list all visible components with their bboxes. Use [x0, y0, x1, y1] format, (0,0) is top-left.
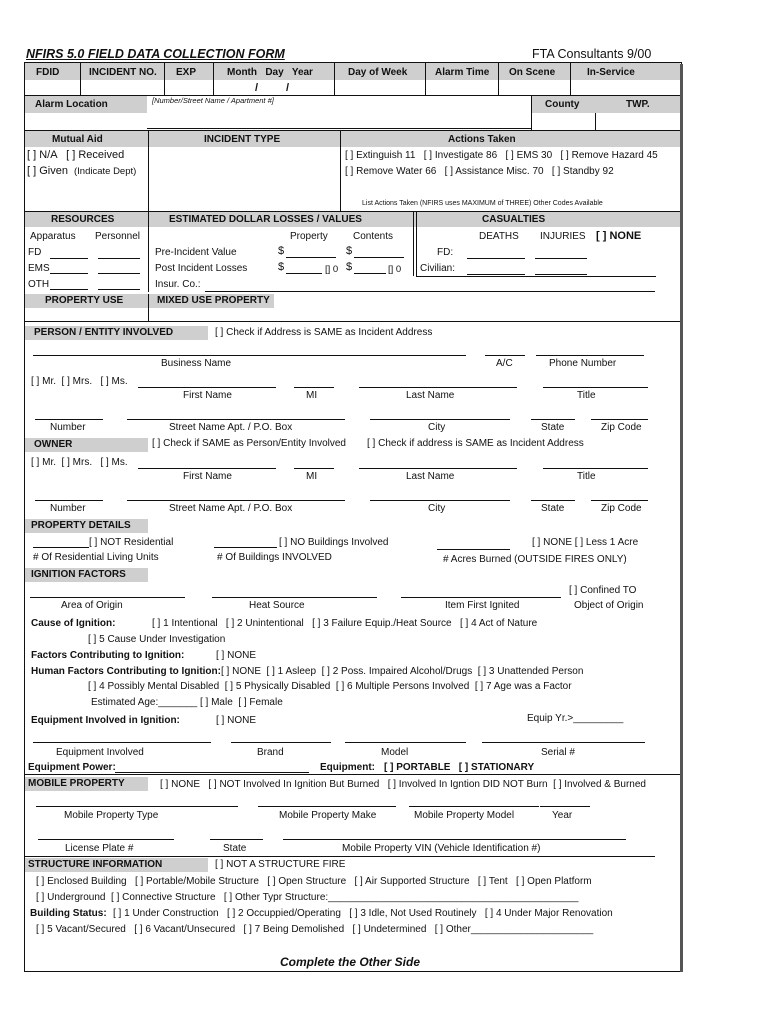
- license-plate-field[interactable]: [38, 839, 174, 840]
- owner-title-label: Title: [577, 471, 596, 482]
- injuries-label: INJURIES: [540, 231, 586, 242]
- owner-first-name-field[interactable]: [138, 468, 276, 469]
- human-factors-line-1[interactable]: [ ] NONE [ ] 1 Asleep [ ] 2 Poss. Impaired Alcohol/Drugs [ ] 3 Unattended Person: [221, 666, 584, 677]
- post-contents-field[interactable]: [354, 273, 386, 274]
- person-last-name-label: Last Name: [406, 390, 455, 401]
- brand-label: Brand: [257, 747, 284, 758]
- owner-zip-label: Zip Code: [601, 503, 642, 514]
- frame-shadow: [680, 64, 683, 972]
- structure-info-label: STRUCTURE INFORMATION: [28, 859, 163, 870]
- owner-same-person[interactable]: [ ] Check if SAME as Person/Entity Involved: [152, 438, 346, 449]
- personnel-label: Personnel: [95, 231, 141, 242]
- equip-power-field[interactable]: [115, 772, 309, 773]
- person-entity-label: PERSON / ENTITY INVOLVED: [34, 327, 174, 338]
- owner-first-name-label: First Name: [183, 471, 232, 482]
- insur-co-field[interactable]: [205, 291, 655, 292]
- buildings-field[interactable]: [214, 547, 277, 548]
- mutual-aid-indicate: (Indicate Dept): [74, 166, 137, 177]
- human-factors-label: Human Factors Contributing to Ignition:: [31, 666, 221, 677]
- heat-source-label: Heat Source: [249, 600, 305, 611]
- equipment-field[interactable]: [33, 742, 211, 743]
- equip-involved-label: Equipment Involved in Ignition:: [31, 715, 180, 726]
- date-slash-2: /: [286, 82, 290, 94]
- owner-number-label: Number: [50, 503, 86, 514]
- apparatus-label: Apparatus: [30, 231, 76, 242]
- mutual-aid-received[interactable]: [ ] N/A [ ] Received: [27, 149, 125, 161]
- property-col-label: Property: [290, 231, 328, 242]
- person-last-name-field[interactable]: [359, 387, 517, 388]
- human-factors-line-2[interactable]: [ ] 4 Possibly Mental Disabled [ ] 5 Physically Disabled [ ] 6 Multiple Persons Involved [ ] 7 Age was a Factor: [88, 681, 572, 692]
- losses-label: ESTIMATED DOLLAR LOSSES / VALUES: [169, 214, 362, 225]
- owner-last-name-field[interactable]: [359, 468, 517, 469]
- person-city-label: City: [428, 422, 446, 433]
- ignition-factors-label: IGNITION FACTORS: [31, 569, 126, 580]
- civilian-deaths-field[interactable]: [467, 274, 525, 275]
- serial-label: Serial #: [541, 747, 575, 758]
- owner-same-address[interactable]: [ ] Check if address is SAME as Incident Address: [367, 438, 584, 449]
- fd-injuries-field[interactable]: [535, 258, 587, 259]
- mobile-make-label: Mobile Property Make: [279, 810, 377, 821]
- person-first-name-field[interactable]: [138, 387, 276, 388]
- factors-label: Factors Contributing to Ignition:: [31, 650, 185, 661]
- exp-label: EXP: [176, 67, 197, 78]
- county-label: County: [545, 99, 580, 110]
- owner-city-label: City: [428, 503, 446, 514]
- alarm-time-label: Alarm Time: [435, 67, 490, 78]
- mobile-type-field[interactable]: [36, 806, 238, 807]
- business-name-field[interactable]: [33, 355, 466, 356]
- pre-incident-label: Pre-Incident Value: [155, 247, 237, 258]
- pre-contents-dollar: $: [346, 245, 353, 257]
- res-units-label: # Of Residential Living Units: [33, 552, 159, 563]
- vin-field[interactable]: [283, 839, 626, 840]
- post-contents-dollar: $: [346, 261, 353, 273]
- owner-street-field[interactable]: [127, 500, 345, 501]
- oth-label: OTH: [28, 279, 50, 290]
- owner-mi-field[interactable]: [294, 468, 334, 469]
- civilian-injuries-field[interactable]: [535, 274, 587, 275]
- deaths-label: DEATHS: [479, 231, 519, 242]
- serial-field[interactable]: [482, 742, 645, 743]
- res-units-field[interactable]: [33, 547, 89, 548]
- item-first-ignited-field[interactable]: [401, 597, 561, 598]
- owner-title-field[interactable]: [543, 468, 648, 469]
- mobile-make-field[interactable]: [258, 806, 396, 807]
- row3-header-bar: [25, 131, 680, 147]
- incident-type-label: INCIDENT TYPE: [204, 134, 281, 145]
- building-status-label: Building Status:: [30, 908, 107, 919]
- pre-contents-field[interactable]: [354, 257, 404, 258]
- ac-label: A/C: [496, 358, 513, 369]
- oth-apparatus-field[interactable]: [50, 289, 88, 290]
- fd-apparatus-field[interactable]: [50, 258, 88, 259]
- cause-options[interactable]: [ ] 1 Intentional [ ] 2 Unintentional [ ] 3 Failure Equip./Heat Source [ ] 4 Act of Nature: [152, 618, 538, 629]
- equip-power-label: Equipment Power:: [28, 762, 116, 773]
- owner-state-label: State: [541, 503, 565, 514]
- fd-deaths-field[interactable]: [467, 258, 525, 259]
- owner-city-field[interactable]: [370, 500, 510, 501]
- owner-label: OWNER: [34, 439, 73, 450]
- mobile-property-label: MOBILE PROPERTY: [28, 778, 125, 789]
- no-buildings[interactable]: [ ] NO Buildings Involved: [279, 537, 389, 548]
- alarm-location-label: Alarm Location: [35, 99, 108, 110]
- buildings-label: # Of Buildings INVOLVED: [217, 552, 332, 563]
- brand-field[interactable]: [231, 742, 331, 743]
- pre-property-field[interactable]: [286, 257, 336, 258]
- person-number-label: Number: [50, 422, 86, 433]
- person-same-address[interactable]: [ ] Check if Address is SAME as Incident Address: [215, 327, 433, 338]
- heat-source-field[interactable]: [212, 597, 377, 598]
- complete-other-side: Complete the Other Side: [280, 955, 421, 969]
- date-label: Month Day Year: [227, 67, 313, 78]
- actions-note: List Actions Taken (NFIRS uses MAXIMUM of THREE) Other Codes Available: [362, 200, 603, 207]
- mobile-year-label: Year: [552, 810, 573, 821]
- portable-stationary[interactable]: [ ] PORTABLE [ ] STATIONARY: [384, 762, 535, 773]
- estimated-age[interactable]: Estimated Age:_______ [ ] Male [ ] Female: [91, 697, 283, 708]
- area-of-origin-field[interactable]: [30, 597, 185, 598]
- fd-personnel-field[interactable]: [98, 258, 140, 259]
- person-state-label: State: [541, 422, 565, 433]
- person-number-field[interactable]: [35, 419, 103, 420]
- post-incident-label: Post Incident Losses: [155, 263, 248, 274]
- post-contents-zero[interactable]: [] 0: [388, 264, 402, 275]
- mutual-aid-label: Mutual Aid: [52, 134, 103, 145]
- owner-state-field[interactable]: [531, 500, 575, 501]
- person-city-field[interactable]: [370, 419, 510, 420]
- owner-number-field[interactable]: [35, 500, 103, 501]
- vin-label: Mobile Property VIN (Vehicle Identification #): [342, 843, 541, 854]
- person-street-label: Street Name Apt. / P.O. Box: [169, 422, 293, 433]
- mobile-model-field[interactable]: [409, 806, 539, 807]
- phone-label: Phone Number: [549, 358, 617, 369]
- factors-none[interactable]: [ ] NONE: [216, 650, 257, 661]
- person-first-name-label: First Name: [183, 390, 232, 401]
- incident-no-label: INCIDENT NO.: [89, 67, 157, 78]
- fdid-label: FDID: [36, 67, 60, 78]
- equip-year[interactable]: Equip Yr.>_________: [527, 713, 624, 724]
- resources-label: RESOURCES: [51, 214, 115, 225]
- contents-col-label: Contents: [353, 231, 394, 242]
- license-plate-label: License Plate #: [65, 843, 134, 854]
- cause-5[interactable]: [ ] 5 Cause Under Investigation: [88, 634, 226, 645]
- area-code-field[interactable]: [485, 355, 525, 356]
- area-of-origin-label: Area of Origin: [61, 600, 123, 611]
- business-name-label: Business Name: [161, 358, 232, 369]
- object-of-origin-label: Object of Origin: [574, 600, 644, 611]
- phone-field[interactable]: [536, 355, 644, 356]
- post-property-dollar: $: [278, 261, 285, 273]
- property-details-label: PROPERTY DETAILS: [31, 520, 131, 531]
- post-property-field[interactable]: [286, 273, 322, 274]
- fd-label: FD: [28, 247, 42, 258]
- actions-line-2[interactable]: [ ] Remove Water 66 [ ] Assistance Misc. 70 [ ] Standby 92: [345, 166, 614, 177]
- person-zip-label: Zip Code: [601, 422, 642, 433]
- model-field[interactable]: [345, 742, 466, 743]
- form-frame: [24, 62, 682, 972]
- equip-none[interactable]: [ ] NONE: [216, 715, 257, 726]
- person-title-field[interactable]: [543, 387, 648, 388]
- ems-apparatus-field[interactable]: [50, 273, 88, 274]
- person-street-field[interactable]: [127, 419, 345, 420]
- mobile-model-label: Mobile Property Model: [414, 810, 515, 821]
- building-status-line-1[interactable]: [ ] 1 Under Construction [ ] 2 Occuppied/Operating [ ] 3 Idle, Not Used Routinely [ ] 4 Under Major Renovation: [113, 908, 613, 919]
- casualties-label: CASUALTIES: [482, 214, 546, 225]
- owner-salutation[interactable]: [ ] Mr. [ ] Mrs. [ ] Ms.: [31, 457, 128, 468]
- alarm-location-field[interactable]: [147, 128, 531, 129]
- equip-involved-col: Equipment Involved: [56, 747, 144, 758]
- mobile-options[interactable]: [ ] NONE [ ] NOT Involved In Ignition But Burned [ ] Involved In Igntion DID NOT Burn [ ] Involved & Burned: [160, 779, 646, 790]
- person-salutation[interactable]: [ ] Mr. [ ] Mrs. [ ] Ms.: [31, 376, 128, 387]
- mobile-year-field[interactable]: [540, 806, 590, 807]
- property-use-label: PROPERTY USE: [45, 295, 124, 306]
- structure-types-line-2[interactable]: [ ] Underground [ ] Connective Structure [ ] Other Typr Structure:_____________________________________________: [36, 892, 579, 903]
- structure-types-line-1[interactable]: [ ] Enclosed Building [ ] Portable/Mobile Structure [ ] Open Structure [ ] Air Supported Structure [ ] Tent [ ] Open Platform: [36, 876, 592, 887]
- oth-personnel-field[interactable]: [98, 289, 140, 290]
- acres-field[interactable]: [437, 549, 510, 550]
- mixed-use-label: MIXED USE PROPERTY: [157, 295, 270, 306]
- owner-last-name-label: Last Name: [406, 471, 455, 482]
- in-service-label: In-Service: [587, 67, 635, 78]
- mobile-state-label: State: [223, 843, 247, 854]
- insur-co-label: Insur. Co.:: [155, 279, 201, 290]
- person-mi-label: MI: [306, 390, 318, 401]
- date-slash-1: /: [255, 82, 259, 94]
- consultant-label: FTA Consultants 9/00: [532, 47, 652, 61]
- confined-to[interactable]: [ ] Confined TO: [569, 585, 637, 596]
- person-mi-field[interactable]: [294, 387, 334, 388]
- actions-taken-label: Actions Taken: [448, 134, 516, 145]
- casualties-fd-label: FD:: [437, 247, 454, 258]
- mobile-type-label: Mobile Property Type: [64, 810, 159, 821]
- acres-label: # Acres Burned (OUTSIDE FIRES ONLY): [443, 554, 627, 565]
- owner-mi-label: MI: [306, 471, 318, 482]
- post-property-zero[interactable]: [] 0: [325, 264, 339, 275]
- pre-property-dollar: $: [278, 245, 285, 257]
- alarm-location-hint: [Number/Street Name / Apartment #]: [152, 96, 274, 105]
- actions-line-1[interactable]: [ ] Extinguish 11 [ ] Investigate 86 [ ] EMS 30 [ ] Remove Hazard 45: [345, 150, 658, 161]
- mobile-state-field[interactable]: [210, 839, 263, 840]
- owner-zip-field[interactable]: [591, 500, 648, 501]
- form-title: NFIRS 5.0 FIELD DATA COLLECTION FORM: [26, 47, 285, 61]
- acres-none-less[interactable]: [ ] NONE [ ] Less 1 Acre: [532, 537, 639, 548]
- ems-label: EMS: [28, 263, 50, 274]
- not-structure-fire[interactable]: [ ] NOT A STRUCTURE FIRE: [215, 859, 346, 870]
- owner-street-label: Street Name Apt. / P.O. Box: [169, 503, 293, 514]
- day-of-week-label: Day of Week: [348, 67, 408, 78]
- model-label: Model: [381, 747, 409, 758]
- person-zip-field[interactable]: [591, 419, 648, 420]
- person-title-label: Title: [577, 390, 596, 401]
- not-residential[interactable]: [ ] NOT Residential: [89, 537, 174, 548]
- equipment-label: Equipment:: [320, 762, 375, 773]
- twp-label: TWP.: [626, 99, 650, 110]
- casualties-civilian-label: Civilian:: [420, 263, 456, 274]
- mutual-aid-given[interactable]: [ ] Given: [27, 165, 68, 177]
- building-status-line-2[interactable]: [ ] 5 Vacant/Secured [ ] 6 Vacant/Unsecured [ ] 7 Being Demolished [ ] Undetermined [ ] Other______________________: [36, 924, 594, 935]
- casualties-none[interactable]: [ ] NONE: [596, 230, 642, 242]
- ems-personnel-field[interactable]: [98, 273, 140, 274]
- person-state-field[interactable]: [531, 419, 575, 420]
- on-scene-label: On Scene: [509, 67, 556, 78]
- item-first-ignited-label: Item First Ignited: [445, 600, 520, 611]
- cause-label: Cause of Ignition:: [31, 618, 116, 629]
